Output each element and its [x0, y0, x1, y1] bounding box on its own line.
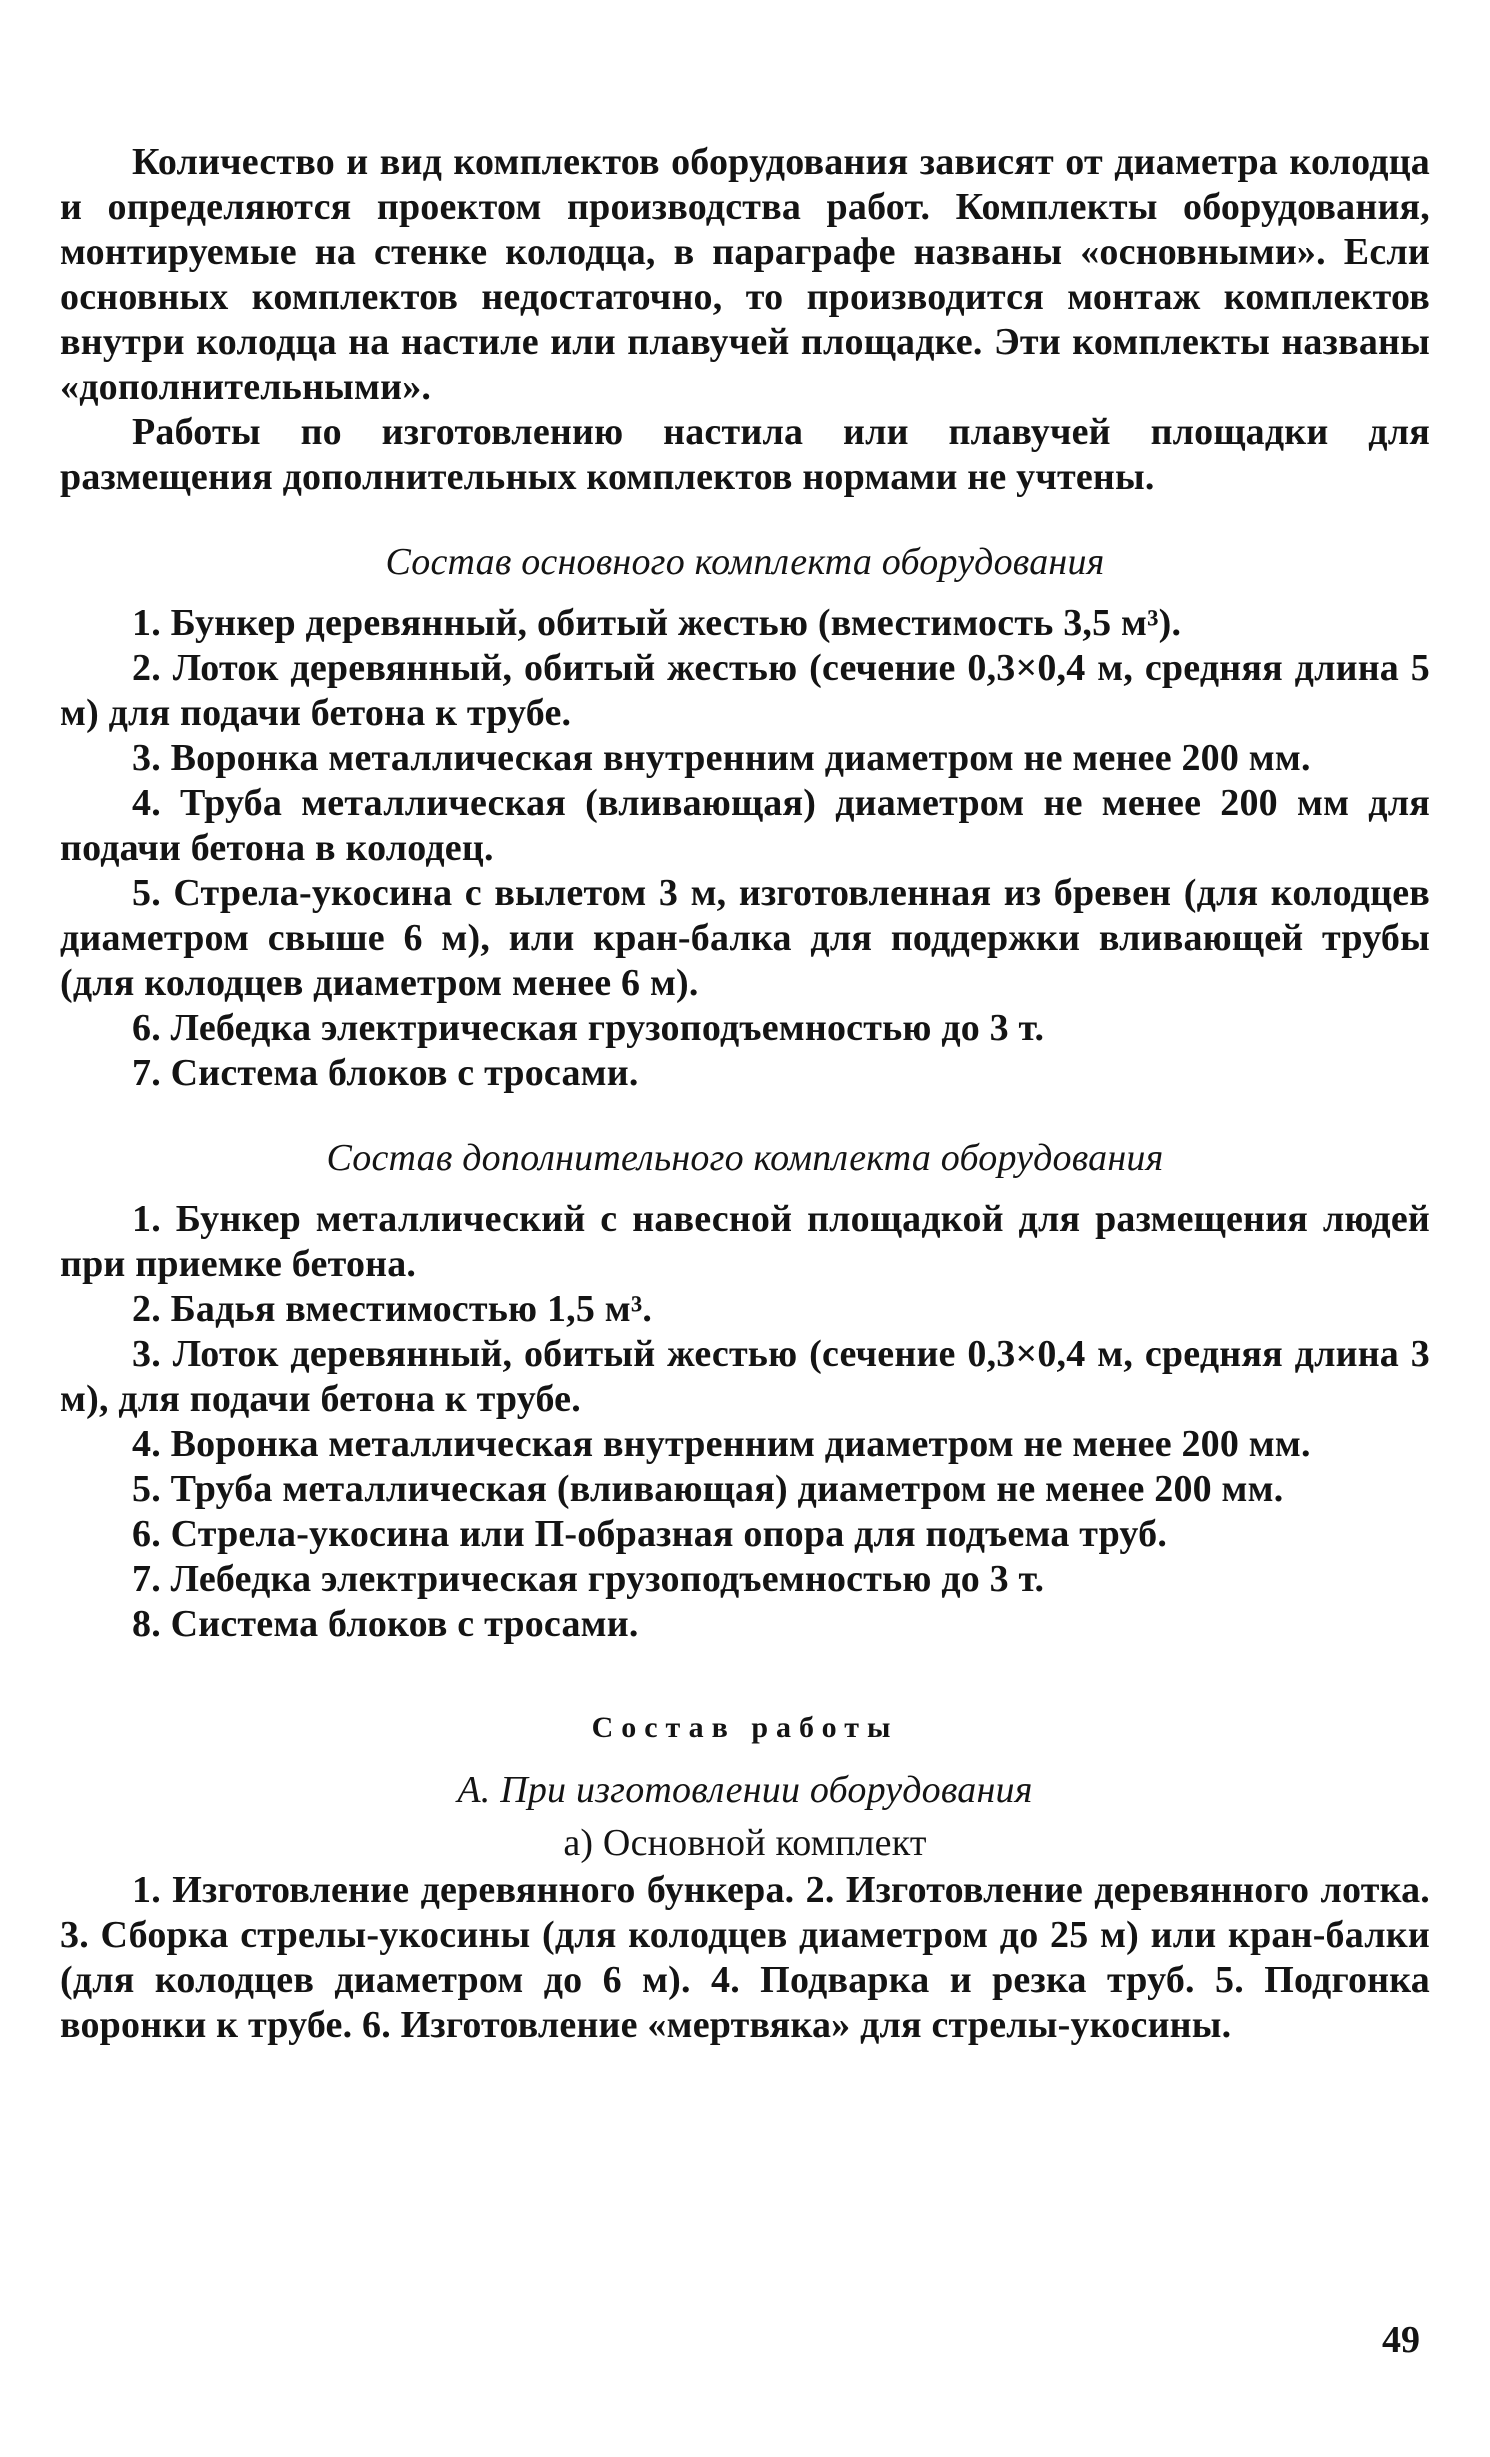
intro-paragraph-1: Количество и вид комплектов оборудования зависят от диаметра колодца и определяются проектом производства работ. Комплекты оборудования, монтируемые на стенке колодца, в параграфе названы «основными». Если основных комплектов недостаточно, то производится монтаж комплектов внутри колодца на настиле или плавучей площадке. Эти комплекты названы «дополнительными». [60, 141, 1430, 408]
document-page [60, 140, 1430, 2048]
main-set-item: 2. Лоток деревянный, обитый жестью (сечение 0,3×0,4 м, средняя длина 5 м) для подачи бетона к трубе. [60, 647, 1430, 734]
subsection-heading: а) Основной комплект [563, 1822, 927, 1864]
extra-set-item: 6. Стрела-укосина или П-образная опора для подъема труб. [132, 1513, 1168, 1555]
main-set-heading: Состав основного комплекта оборудования [385, 541, 1105, 583]
main-set-item: 6. Лебедка электрическая грузоподъемностью до 3 т. [132, 1007, 1045, 1049]
main-set-item: 3. Воронка металлическая внутренним диаметром не менее 200 мм. [132, 737, 1311, 779]
work-text: 1. Изготовление деревянного бункера. 2. Изготовление деревянного лотка. 3. Сборка стрелы-укосины (для колодцев диаметром до 25 м) или кран-балки (для колодцев диаметром до 6 м). 4. Подварка и резка труб. 5. Подгонка воронки к трубе. 6. Изготовление «мертвяка» для стрелы-укосины. [60, 1869, 1430, 2046]
extra-set-item: 7. Лебедка электрическая грузоподъемностью до 3 т. [132, 1558, 1045, 1600]
extra-set-item: 3. Лоток деревянный, обитый жестью (сечение 0,3×0,4 м, средняя длина 3 м), для подачи бетона к трубе. [60, 1333, 1430, 1420]
extra-set-item: 1. Бункер металлический с навесной площадкой для размещения людей при приемке бетона. [60, 1198, 1430, 1285]
page-number: 49 [1382, 2319, 1420, 2361]
extra-set-item: 5. Труба металлическая (вливающая) диаметром не менее 200 мм. [132, 1468, 1284, 1510]
main-set-item: 5. Стрела-укосина с вылетом 3 м, изготовленная из бревен (для колодцев диаметром свыше 6 м), или кран-балка для поддержки вливающей трубы (для колодцев диаметром менее 6 м). [60, 872, 1430, 1004]
extra-set-item: 4. Воронка металлическая внутренним диаметром не менее 200 мм. [132, 1423, 1311, 1465]
main-set-item: 4. Труба металлическая (вливающая) диаметром не менее 200 мм для подачи бетона в колодец. [60, 782, 1430, 869]
section-a-heading: А. При изготовлении оборудования [457, 1769, 1033, 1811]
extra-set-item: 8. Система блоков с тросами. [132, 1603, 639, 1645]
main-set-item: 7. Система блоков с тросами. [132, 1052, 639, 1094]
extra-set-item: 2. Бадья вместимостью 1,5 м³. [132, 1288, 653, 1330]
intro-paragraph-2: Работы по изготовлению настила или плавучей площадки для размещения дополнительных комплектов нормами не учтены. [60, 411, 1430, 498]
extra-set-heading: Состав дополнительного комплекта оборудования [326, 1137, 1164, 1179]
work-heading: Состав работы [591, 1711, 899, 1744]
main-set-item: 1. Бункер деревянный, обитый жестью (вместимость 3,5 м³). [132, 602, 1182, 644]
